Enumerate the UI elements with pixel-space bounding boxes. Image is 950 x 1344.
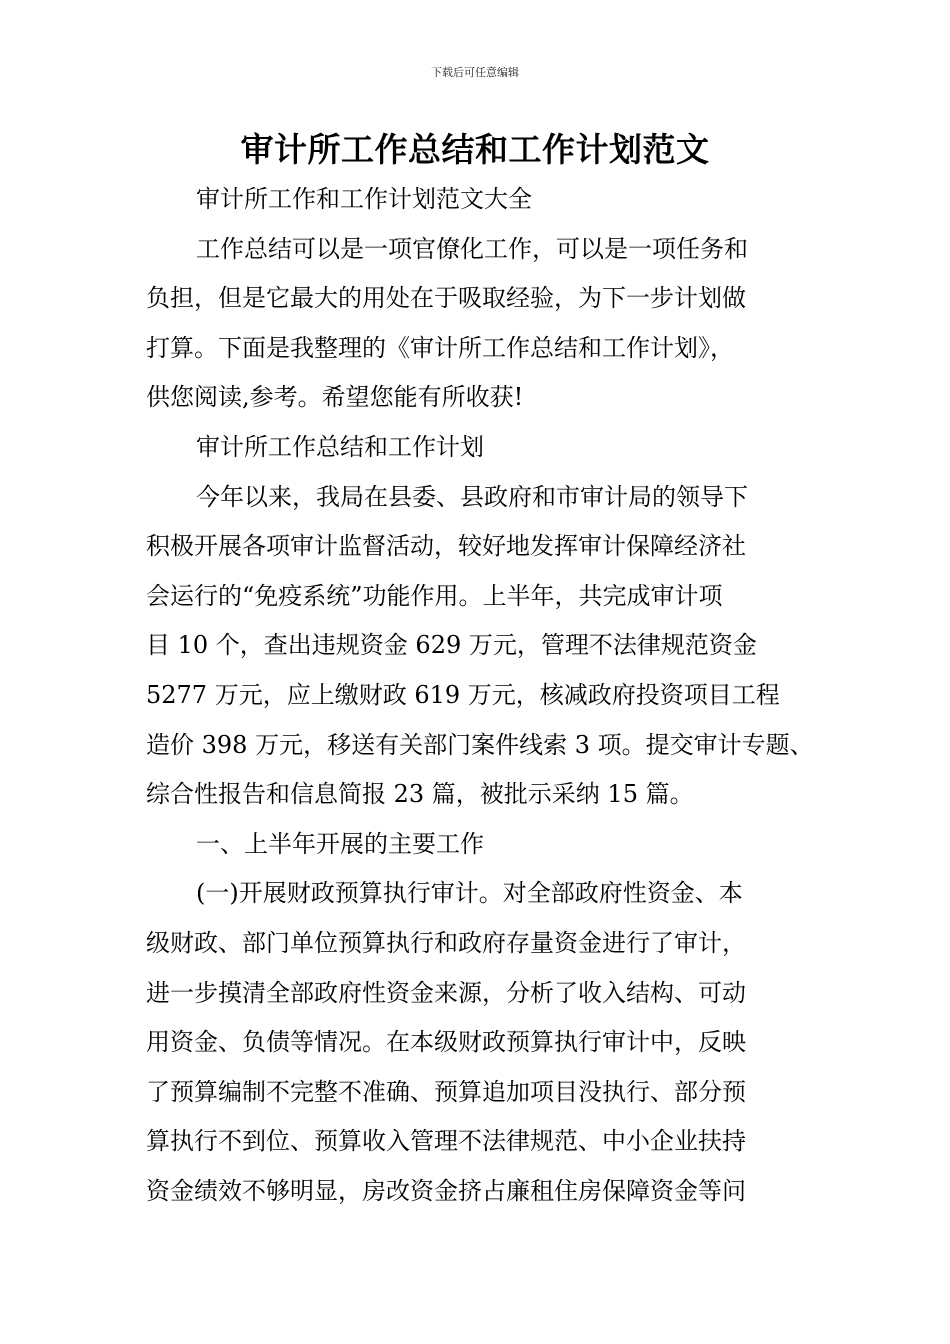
paragraph-line: 用资金、负债等情况。在本级财政预算执行审计中，反映 bbox=[146, 1028, 746, 1057]
paragraph-line: 资金绩效不够明显，房改资金挤占廉租住房保障资金等问 bbox=[146, 1176, 746, 1205]
section-heading: 一、上半年开展的主要工作 bbox=[196, 829, 484, 858]
paragraph-line: 造价 398 万元，移送有关部门案件线索 3 项。提交审计专题、 bbox=[146, 730, 814, 759]
paragraph-line: 进一步摸清全部政府性资金来源，分析了收入结构、可动 bbox=[146, 978, 746, 1007]
paragraph-line: 会运行的“免疫系统”功能作用。上半年，共完成审计项 bbox=[146, 581, 723, 610]
paragraph-line: 今年以来，我局在县委、县政府和市审计局的领导下 bbox=[196, 482, 748, 511]
paragraph-line: 级财政、部门单位预算执行和政府存量资金进行了审计， bbox=[146, 928, 746, 957]
paragraph-line: (一)开展财政预算执行审计。对全部政府性资金、本 bbox=[196, 879, 743, 908]
paragraph-line: 目 10 个，查出违规资金 629 万元，管理不法律规范资金 bbox=[146, 631, 757, 660]
document-body bbox=[146, 175, 824, 1216]
paragraph-line: 负担，但是它最大的用处在于吸取经验，为下一步计划做 bbox=[146, 284, 746, 313]
paragraph-line: 算执行不到位、预算收入管理不法律规范、中小企业扶持 bbox=[146, 1127, 746, 1156]
section-heading: 审计所工作总结和工作计划 bbox=[196, 432, 484, 461]
paragraph-line: 供您阅读,参考。希望您能有所收获! bbox=[146, 383, 524, 412]
paragraph-line: 打算。下面是我整理的《审计所工作总结和工作计划》， bbox=[146, 333, 734, 362]
paragraph-line: 工作总结可以是一项官僚化工作，可以是一项任务和 bbox=[196, 234, 748, 263]
paragraph-line: 综合性报告和信息简报 23 篇，被批示采纳 15 篇。 bbox=[146, 780, 694, 809]
paragraph-line: 积极开展各项审计监督活动，较好地发挥审计保障经济社 bbox=[146, 532, 746, 561]
paragraph-line: 了预算编制不完整不准确、预算追加项目没执行、部分预 bbox=[146, 1077, 746, 1106]
document-title: 审计所工作总结和工作计划范文 bbox=[240, 130, 710, 169]
header-note: 下载后可任意编辑 bbox=[431, 66, 519, 79]
paragraph-line: 5277 万元，应上缴财政 619 万元，核减政府投资项目工程 bbox=[146, 680, 780, 709]
subtitle-line: 审计所工作和工作计划范文大全 bbox=[196, 185, 532, 213]
